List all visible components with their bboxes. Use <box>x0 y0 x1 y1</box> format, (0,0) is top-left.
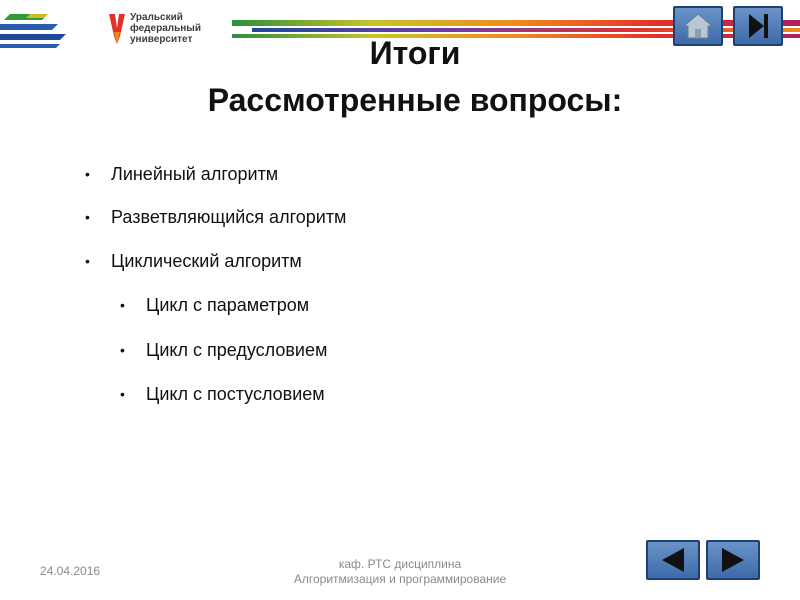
logo-line-2: федеральный <box>130 23 201 34</box>
next-slide-button[interactable] <box>706 540 760 580</box>
list-item-text: Цикл с постусловием <box>146 384 325 404</box>
bullet-dot-icon: • <box>120 386 125 402</box>
footer-course <box>260 557 540 587</box>
logo-line-3: университет <box>130 34 193 45</box>
footer-line-1: каф. РТС дисциплина <box>338 557 462 571</box>
arrow-left-icon <box>658 545 688 575</box>
list-item <box>85 163 279 185</box>
arrow-right-icon <box>718 545 748 575</box>
list-item <box>120 339 328 361</box>
previous-slide-button[interactable] <box>646 540 700 580</box>
list-item <box>120 294 310 316</box>
bullet-dot-icon: • <box>85 253 90 269</box>
list-item-text: Цикл с предусловием <box>146 340 328 360</box>
slide-subtitle: Рассмотренные вопросы: <box>207 82 623 118</box>
footer-line-2: Алгоритмизация и программирование <box>293 572 507 586</box>
list-item-text: Циклический алгоритм <box>111 251 302 271</box>
bullet-dot-icon: • <box>120 342 125 358</box>
list-item-text: Цикл с параметром <box>146 295 310 315</box>
list-item <box>120 383 325 405</box>
list-item-text: Разветвляющийся алгоритм <box>111 207 347 227</box>
list-item <box>85 250 302 272</box>
footer-date: 24.04.2016 <box>40 564 101 578</box>
list-item <box>85 206 347 228</box>
bullet-dot-icon: • <box>85 166 90 182</box>
slide-title: Итоги <box>369 35 461 71</box>
bullet-dot-icon: • <box>85 209 90 225</box>
logo-line-1: Уральский <box>130 12 183 23</box>
list-item-text: Линейный алгоритм <box>111 164 279 184</box>
bullet-dot-icon: • <box>120 297 125 313</box>
